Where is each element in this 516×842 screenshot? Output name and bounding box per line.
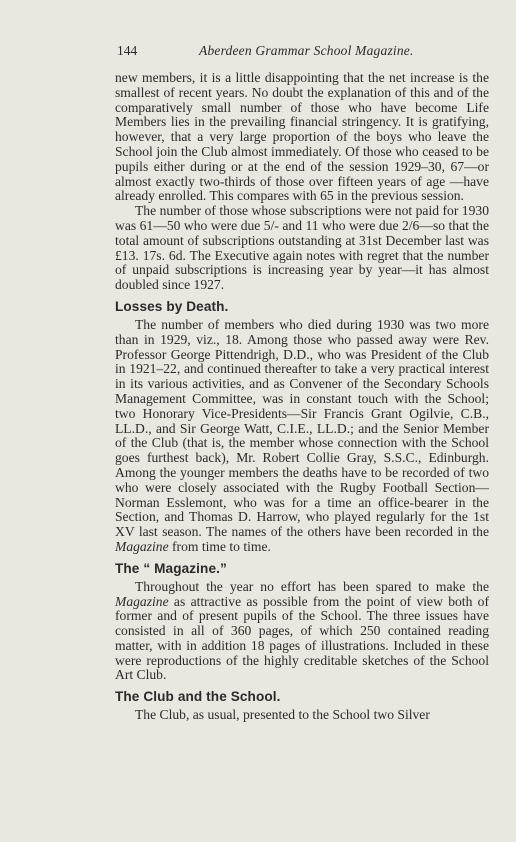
magazine-title-italic: Magazine bbox=[115, 538, 169, 554]
running-head bbox=[117, 43, 497, 61]
losses-text-main: The number of members who died during 1930 was two more than in 1929, viz., 18. Among those who passed away were Rev. Professor George Pittendrigh, D.D., who was President of the Club in 1921–22, and continued thereafter to take a very practical interest in its various activities, and as Convener of the Secondary Schools Management Committee, was in constant touch with the School; two Honorary Vice-Presidents—Sir Francis Grant Ogilvie, C.B., LL.D., and Sir George Watt, C.I.E., LL.D.; and the Senior Member of the Club (that is, the member whose connection with the School goes furthest back), Mr. Robert Collie Gray, S.S.C., Edinburgh. Among the younger members the deaths have to be recorded of two who were closely associated with the Rugby Football Section—Norman Esslemont, who was for a time an office-bearer in the Section, and Thomas D. Harrow, who played regularly for the 1st XV last season. The names of the others have been recorded in the bbox=[115, 316, 489, 540]
journal-title: Aberdeen Grammar School Magazine. bbox=[199, 43, 414, 58]
magazine-title-italic: Magazine bbox=[115, 593, 169, 609]
magazine-text-start: Throughout the year no effort has been spared to make the bbox=[135, 578, 489, 594]
heading-losses-by-death: Losses by Death. bbox=[115, 298, 229, 314]
heading-the-magazine: The “ Magazine.” bbox=[115, 560, 227, 576]
paragraph-unpaid-subscriptions: The number of those whose subscriptions were not paid for 1930 was 61—50 who were due 5/- and 11 who were due 2/6—so that the total amount of subscriptions outstanding at 31st December last was £13. 17s. 6d. The Executive again notes with regret that the number of unpaid subscriptions is increasing year by year—it has almost doubled since 1927. bbox=[115, 203, 489, 293]
magazine-text-rest: as attractive as possible from the point of view both of former and of present pupils of the School. The three issues have consisted in all of 360 pages, of which 250 contained reading matter, with in addition 18 pages of illustrations. Included in these were reproductions of the highly creditable sketches of the School Art Club. bbox=[115, 593, 489, 683]
page-number: 144 bbox=[117, 43, 138, 58]
article-body bbox=[115, 71, 489, 723]
losses-text-end: from time to time. bbox=[168, 538, 271, 554]
heading-club-and-school: The Club and the School. bbox=[115, 689, 281, 705]
paragraph-club-and-school: The Club, as usual, presented to the School two Silver bbox=[135, 707, 430, 723]
paragraph-losses-by-death bbox=[115, 318, 489, 555]
paragraph-the-magazine bbox=[115, 580, 489, 684]
paragraph-net-increase: new members, it is a little disappointing that the net increase is the smallest of recent years. No doubt the explanation of this and of the comparatively small number of those who have become Life Members lies in the prevailing financial stringency. It is gratifying, however, that a very large proportion of the boys who leave the School join the Club almost immediately. Of those who ceased to be pupils either during or at the end of the session 1929–30, 67—or almost exactly two-thirds of those over fifteen years of age —have already enrolled. This compares with 65 in the previous session. bbox=[115, 70, 489, 204]
